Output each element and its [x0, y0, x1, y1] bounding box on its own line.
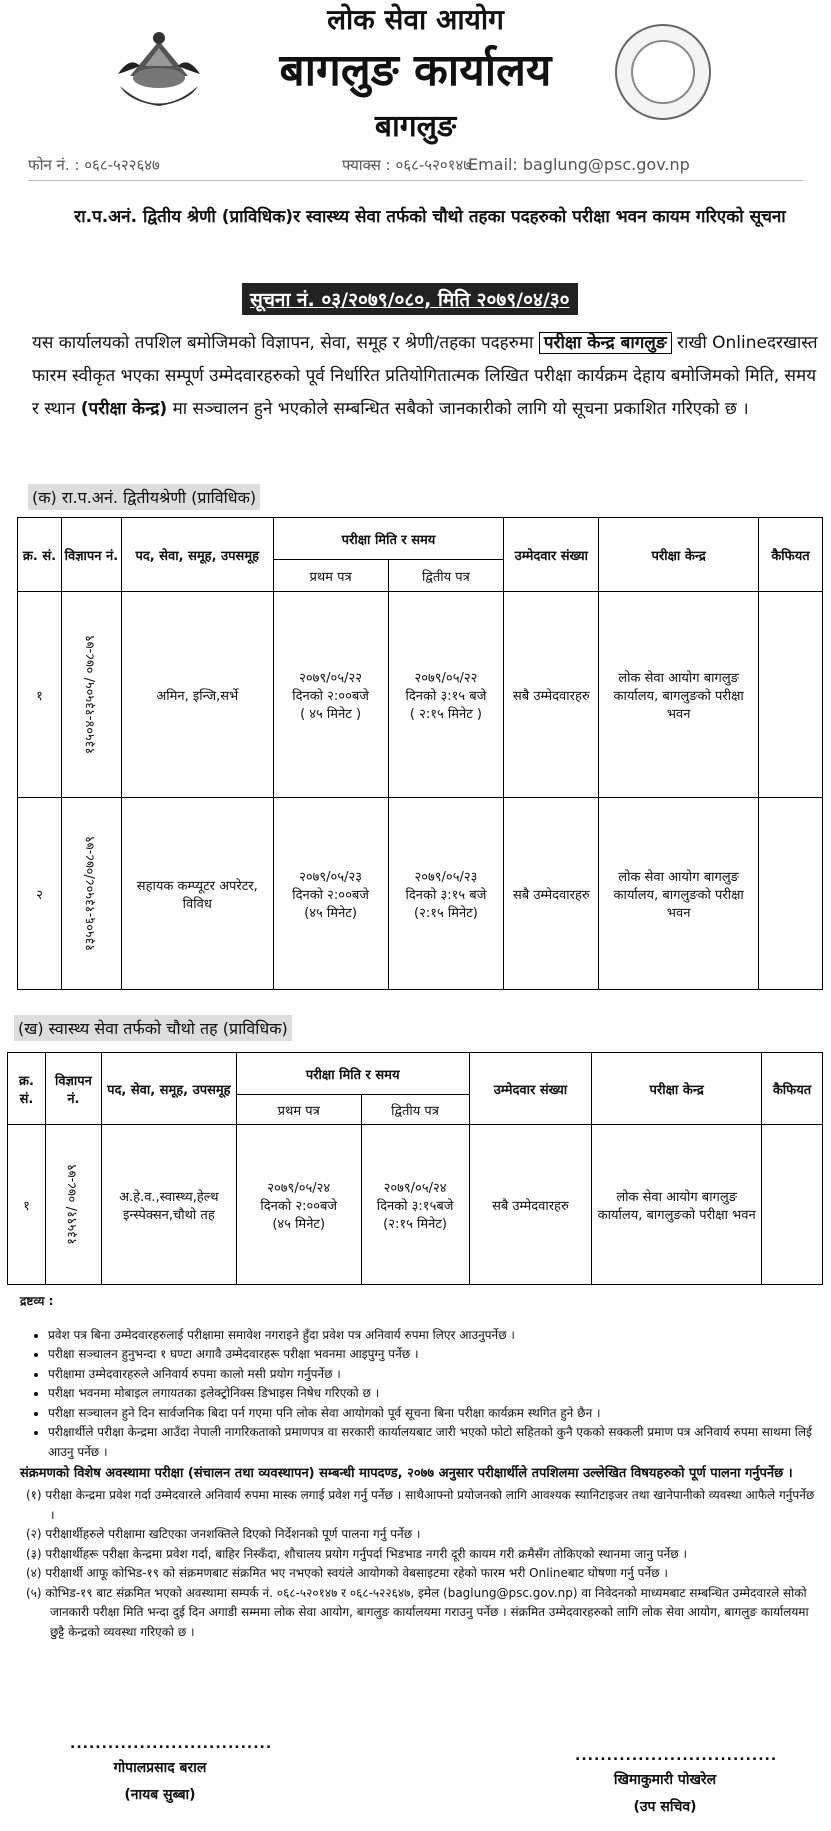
intro-part1: यस कार्यालयको तपशिल बमोजिमको विज्ञापन, सेवा, समूह र श्रेणी/तहका पदहरुमा — [32, 333, 534, 353]
row-first-paper — [236, 1125, 361, 1285]
header-first-paper: प्रथम पत्र — [273, 560, 388, 592]
intro-paragraph — [32, 327, 822, 426]
section-a-table — [17, 517, 823, 990]
row-candidates: सबै उम्मेदवारहरु — [504, 798, 599, 990]
row-center: लोक सेवा आयोग बागलुङ कार्यालय, बागलुङको परीक्षा भवन — [592, 1125, 762, 1285]
row-second-paper — [388, 798, 504, 990]
notice-subject: रा.प.अनं. द्वितीय श्रेणी (प्राविधिक)र स्वास्थ्य सेवा तर्फको चौथो तहका पदहरुको परीक्षा भवन कायम गरिएको सूचना — [74, 207, 786, 227]
p2-duration: (२:१५ मिनेट) — [383, 1216, 447, 1232]
row-first-paper — [273, 798, 388, 990]
adv-text: १३५९१/ ०७८-७९ — [65, 1164, 81, 1245]
list-item: • परीक्षार्थीले परीक्षा केन्द्रमा आउँदा नेपाली नागरिकताको प्रमाणपत्र वा सरकारी कार्यालयबाट जारी भएको फोटो सहितको कुनै एकको सक्कली प्रमाण पत्र अनिवार्य रुपमा साथमा लिई आउनु पर्नेछ । — [48, 1423, 820, 1462]
header-exam: परीक्षा मिति र समय — [273, 518, 504, 560]
row-first-paper — [273, 592, 388, 798]
email-text: Email: baglung@psc.gov.np — [468, 155, 690, 174]
list-item: • प्रवेश पत्र बिना उम्मेदवारहरुलाई परीक्षामा समावेश नगराइने हुँदा प्रवेश पत्र अनिवार्य रुपमा लिएर आउनुपर्नेछ । — [48, 1326, 820, 1346]
row-post: अ.हे.व.,स्वास्थ्य,हेल्थ इन्स्पेक्सन,चौथो तह — [101, 1125, 236, 1285]
row-adv — [61, 798, 121, 990]
p1-duration: (४५ मिनेट) — [304, 905, 357, 921]
header-exam: परीक्षा मिति र समय — [236, 1053, 469, 1095]
header-second-paper: द्वितीय पत्र — [388, 560, 504, 592]
table-row — [18, 798, 823, 990]
list-item: (१) परीक्षा केन्द्रमा प्रवेश गर्दा उम्मेदवारले अनिवार्य रुपमा मास्क लगाई प्रवेश गर्नु पर्नेछ । साथैआफ्नो प्रयोजनको लागि आवश्यक स्यानिटाइजर तथा खानेपानीको व्यवस्था आफैले गर्नुपर्नेछ । — [26, 1488, 815, 1522]
header-post: पद, सेवा, समूह, उपसमूह — [121, 518, 273, 592]
adv-text: १३५०४-१३५०५/ ०७८-७९ — [83, 634, 99, 755]
intro-part3: मा सञ्चालन हुने भएकोले सम्बन्धित सबैको जानकारीको लागि यो सूचना प्रकाशित गरिएको छ । — [172, 399, 749, 419]
row-second-paper — [361, 1125, 469, 1285]
signature-line: ................................ — [70, 1736, 273, 1752]
p2-duration: ( २:१५ मिनेट ) — [409, 706, 482, 722]
signer-left-name: गोपालप्रसाद बराल — [113, 1760, 207, 1776]
notes-list — [20, 1326, 820, 1463]
office-name: बागलुङ कार्यालय — [279, 45, 552, 96]
header-sn: क्र. सं. — [8, 1053, 46, 1125]
header-adv: विज्ञापन नं. — [61, 518, 121, 592]
list-item: • परीक्षा भवनमा मोबाइल लगायतका इलेक्ट्रोनिक्स डिभाइस निषेध गरिएको छ । — [48, 1384, 820, 1404]
p2-time: दिनको ३:१५ बजे — [405, 688, 487, 704]
section-b-title: (ख) स्वास्थ्य सेवा तर्फको चौथो तह (प्राविधिक) — [14, 1015, 292, 1041]
row-sn: १ — [8, 1125, 46, 1285]
intro-part2: राखी Onlineदरखास्त फारम स्वीकृत भएका सम्पूर्ण उम्मेदवारहरुको पूर्व निर्धारित प्रतियोगितात्मक लिखित परीक्षा कार्यक्रम देहाय बमोजिमको मिति, समय र स्थान — [32, 333, 818, 419]
list-item: • परीक्षा सञ्चालन हुनुभन्दा १ घण्टा अगावै उम्मेदवारहरू परीक्षा भवनमा आइपुग्नु पर्नेछ । — [48, 1345, 820, 1365]
signature-left — [70, 1736, 273, 1804]
list-item: (४) परीक्षार्थी आफू कोभिड-१९ को संक्रमणबाट संक्रमित भए नभएको स्वयंले आयोगको वेबसाइटमा रहेको फारम भरी Onlineबाट घोषणा गर्नु पर्नेछ । — [26, 1566, 668, 1580]
p1-time: दिनको २:००बजे — [292, 887, 369, 903]
row-center: लोक सेवा आयोग बागलुङ कार्यालय, बागलुङको परीक्षा भवन — [599, 592, 759, 798]
row-adv — [45, 1125, 101, 1285]
row-post: अमिन, इन्जि,सर्भे — [121, 592, 273, 798]
p2-date: २०७९/०५/२२ — [414, 670, 478, 686]
p1-duration: (४५ मिनेट) — [272, 1216, 326, 1232]
notes-title: द्रष्टव्य : — [20, 1294, 54, 1308]
fax-text: फ्याक्स : ०६८-५२०१४७ — [342, 156, 472, 174]
header-remarks: कैफियत — [759, 518, 823, 592]
list-item: (३) परीक्षार्थीहरू परीक्षा केन्द्रमा प्रवेश गर्दा, बाहिर निस्कँदा, शौचालय प्रयोग गर्नुपर्दा भिडभाड नगरी दूरी कायम गरी क्रमैसँग तोकिएको स्थानमा जानु पर्नेछ । — [26, 1546, 688, 1561]
row-remarks — [759, 798, 823, 990]
header-sn: क्र. सं. — [18, 518, 62, 592]
header-center: परीक्षा केन्द्र — [592, 1053, 762, 1125]
row-candidates: सबै उम्मेदवारहरु — [469, 1125, 592, 1285]
p2-date: २०७९/०५/२३ — [414, 869, 478, 885]
p2-time: दिनको ३:१५बजे — [376, 1198, 454, 1214]
notice-number: सूचना नं. ०३/२०७९/०८०, मिति २०७९/०४/३० — [242, 283, 578, 315]
p1-date: २०७९/०५/२२ — [299, 670, 362, 686]
p1-duration: ( ४५ मिनेट ) — [300, 706, 362, 722]
list-item: (५) कोभिड-१९ बाट संक्रमित भएको अवस्थामा सम्पर्क नं. ०६८-५२०१४७ र ०६८-५२२६४७, इमेल (baglung@psc.gov.np) वा निवेदनको माध्यमबाट सम्बन्धित उम्मेदवारले सोको जानकारी परीक्षा मिति भन्दा दुई दिन अगाडी सम्ममा लोक सेवा आयोग, बागलुङ कार्यालयमा गराउनु पर्नेछ । संक्रमित उम्मेदवारहरुको लागि लोक सेवा आयोग, बागलुङ कार्यालयमा छुट्टै केन्द्रको व्यवस्था गरिएको छ । — [26, 1585, 809, 1639]
p1-time: दिनको २:००बजे — [260, 1198, 338, 1214]
section-a-title: (क) रा.प.अनं. द्वितीयश्रेणी (प्राविधिक) — [28, 484, 260, 510]
office-place: बागलुङ — [374, 109, 457, 144]
row-remarks — [761, 1125, 822, 1285]
header-first-paper: प्रथम पत्र — [236, 1095, 361, 1125]
row-center: लोक सेवा आयोग बागलुङ कार्यालय, बागलुङको परीक्षा भवन — [599, 798, 759, 990]
header-candidates: उम्मेदवार संख्या — [504, 518, 599, 592]
header-remarks: कैफियत — [761, 1053, 822, 1125]
row-sn: २ — [18, 798, 62, 990]
row-remarks — [759, 592, 823, 798]
phone-text: फोन नं. : ०६८-५२२६४७ — [28, 156, 160, 174]
notes-section — [20, 1292, 820, 1642]
table-row — [18, 592, 823, 798]
header-second-paper: द्वितीय पत्र — [361, 1095, 469, 1125]
intro-bold: (परीक्षा केन्द्र) — [80, 399, 168, 419]
header-divider — [28, 180, 803, 181]
adv-text: १३५०६-१३५०८/०७८-७९ — [83, 835, 99, 952]
covid-heading: संक्रमणको विशेष अवस्थामा परीक्षा (संचालन तथा व्यवस्थापन) सम्बन्धी मापदण्ड, २०७७ अनुसार परीक्षार्थीले तपशिलमा उल्लेखित विषयहरुको पूर्ण पालना गर्नुपर्नेछ । — [20, 1466, 793, 1481]
table-row — [8, 1125, 823, 1285]
header-candidates: उम्मेदवार संख्या — [469, 1053, 592, 1125]
header-adv: विज्ञापन नं. — [45, 1053, 101, 1125]
exam-center-highlight: परीक्षा केन्द्र बागलुङ — [539, 332, 672, 354]
row-second-paper — [388, 592, 504, 798]
covid-rules — [20, 1486, 820, 1642]
signer-left-title: (नायब सुब्बा) — [124, 1787, 196, 1803]
header-post: पद, सेवा, समूह, उपसमूह — [101, 1053, 236, 1125]
signature-right — [575, 1748, 778, 1816]
row-sn: १ — [18, 592, 62, 798]
row-candidates: सबै उम्मेदवारहरु — [504, 592, 599, 798]
signer-right-name: खिमाकुमारी पोखरेल — [613, 1772, 717, 1788]
p2-date: २०७९/०५/२४ — [383, 1180, 447, 1196]
row-post: सहायक कम्प्यूटर अपरेटर, विविध — [121, 798, 273, 990]
list-item: • परीक्षामा उम्मेदवारहरुले अनिवार्य रुपमा कालो मसी प्रयोग गर्नुपर्नेछ । — [48, 1365, 820, 1385]
list-item: (२) परीक्षार्थीहरुले परीक्षामा खटिएका जनशक्तिले दिएको निर्देशनको पूर्ण पालना गर्नु पर्नेछ । — [26, 1527, 421, 1541]
p2-duration: (२:१५ मिनेट) — [414, 905, 478, 921]
p1-date: २०७९/०५/२४ — [267, 1180, 331, 1196]
signer-right-title: (उप सचिव) — [633, 1799, 697, 1815]
org-name: लोक सेवा आयोग — [327, 3, 504, 36]
list-item: • परीक्षा सञ्चालन हुने दिन सार्वजनिक बिदा पर्न गएमा पनि लोक सेवा आयोगको पूर्व सूचना बिना परीक्षा कार्यक्रम स्थगित हुने छैन । — [48, 1404, 820, 1424]
p2-time: दिनको ३:१५ बजे — [405, 887, 487, 903]
p1-date: २०७९/०५/२३ — [299, 869, 362, 885]
signature-line: ................................ — [575, 1748, 778, 1764]
header-center: परीक्षा केन्द्र — [599, 518, 759, 592]
section-b-table — [7, 1052, 823, 1285]
row-adv — [61, 592, 121, 798]
p1-time: दिनको २:००बजे — [292, 688, 369, 704]
